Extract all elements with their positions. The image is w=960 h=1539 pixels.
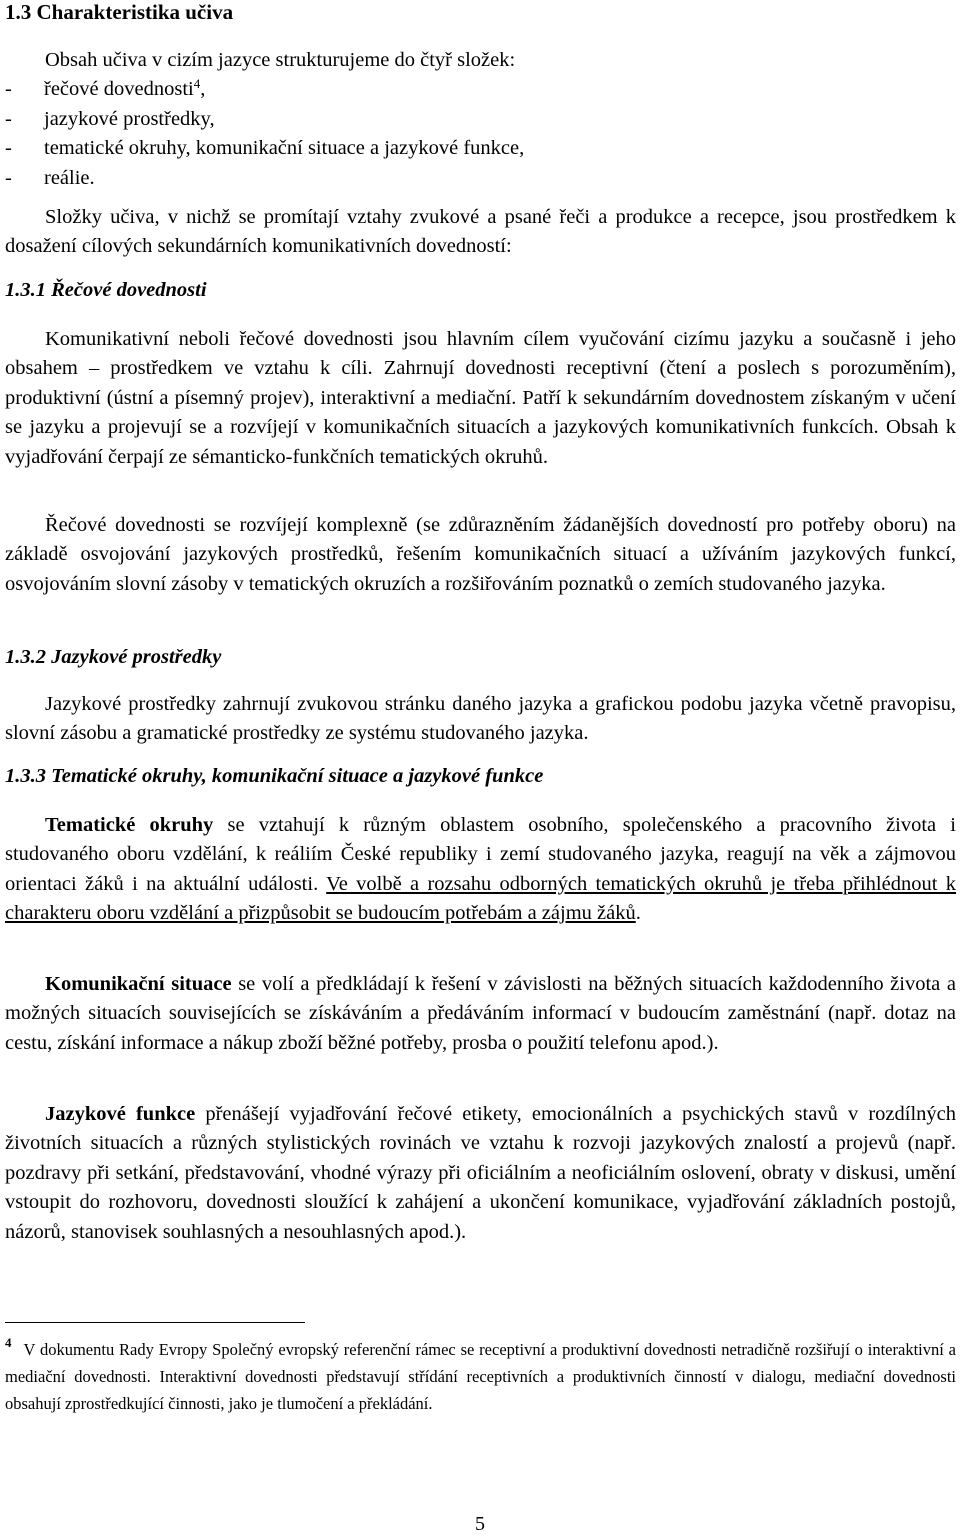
intro-block bbox=[5, 46, 956, 193]
list-item: - tematické okruhy, komunikační situace a jazykové funkce, bbox=[5, 137, 525, 160]
intro-closing: Složky učiva, v nichž se promítají vztahy zvukové a psané řeči a produkce a recepce, jsou prostředkem k dosažení cílových sekundárních komunikativních dovedností: bbox=[5, 206, 956, 258]
footnote-ref: 4 bbox=[193, 76, 201, 92]
subsection-1-title: 1.3.1 Řečové dovednosti bbox=[5, 279, 207, 301]
subsection-1-paragraph-2: Řečové dovednosti se rozvíjejí komplexně (se zdůrazněním žádanějších dovedností pro potřeby oboru) na základě osvojování jazykových prostředků, řešením komunikačních situací a užíváním jazykových funkcí, osvojováním slovní zásoby v tematických okruzích a rozšiřováním poznatků o zemích studovaného jazyka. bbox=[5, 514, 956, 595]
term-jazykove-funkce: Jazykové funkce bbox=[45, 1103, 196, 1125]
subsection-3-p1-wrap bbox=[5, 811, 956, 929]
subsection-2-p1-wrap bbox=[5, 690, 956, 749]
list-item: - řečové dovednosti$^4$, bbox=[5, 76, 206, 101]
subsection-3-heading-wrap bbox=[5, 762, 956, 791]
subsection-3-paragraph-2: Komunikační situace se volí a předkládají k řešení v závislosti na běžných situacích každodenního života a možných situacích souvisejících se získáváním a předáváním informací v budoucím zaměstnání (např. dotaz na cestu, získání informace a nákup zboží běžné potřeby, prosba o použití telefonu apod.). bbox=[5, 973, 956, 1054]
footnote-mark: 4 bbox=[5, 1335, 12, 1350]
list-item: - reálie. bbox=[5, 166, 95, 189]
intro-closing-block bbox=[5, 203, 956, 262]
intro-list bbox=[5, 75, 956, 193]
intro-lead: Obsah učiva v cizím jazyce strukturujeme do čtyř složek: bbox=[45, 49, 516, 71]
subsection-3-p2-wrap bbox=[5, 970, 956, 1058]
subsection-3-p3-wrap bbox=[5, 1100, 956, 1247]
list-item: - jazykové prostředky, bbox=[5, 107, 215, 130]
subsection-3-title: 1.3.3 Tematické okruhy, komunikační situace a jazykové funkce bbox=[5, 765, 544, 787]
subsection-2-title: 1.3.2 Jazykové prostředky bbox=[5, 646, 222, 668]
term-komunikacni-situace: Komunikační situace bbox=[45, 973, 232, 995]
subsection-2-paragraph-1: Jazykové prostředky zahrnují zvukovou stránku daného jazyka a grafickou podobu jazyka včetně pravopisu, slovní zásobu a gramatické prostředky ze systému studovaného jazyka. bbox=[5, 693, 956, 745]
subsection-1-paragraph-1: Komunikativní neboli řečové dovednosti jsou hlavním cílem vyučování cizímu jazyku a současně i jeho obsahem – prostředkem ve vztahu k cíli. Zahrnují dovednosti receptivní (čtení a poslech s porozuměním), produktivní (ústní a písemný projev), interaktivní a mediační. Patří k sekundárním dovednostem získaným v učení se jazyku a projevují se a rozvíjejí v komunikačních situacích a jazykových komunikativních funkcích. Obsah k vyjadřování čerpají ze sémanticko-funkčních tematických okruhů. bbox=[5, 328, 956, 468]
subsection-1-p1-wrap bbox=[5, 325, 956, 472]
subsection-3-paragraph-1: Tematické okruhy se vztahují k různým oblastem osobního, společenského a pracovního života i studovaného oboru vzdělání, k reáliím České republiky i zemí studovaného jazyka, reagují na věk a zájmovou orientaci žáků i na aktuální události. Ve volbě a rozsahu odborných tematických okruhů je třeba přihlédnout k charakteru oboru vzdělání a přizpůsobit se budoucím potřebám a zájmu žáků. bbox=[5, 814, 957, 925]
subsection-2-heading-wrap bbox=[5, 643, 956, 672]
footnote-text: V dokumentu Rady Evropy Společný evropský referenční rámec se receptivní a produktivní dovednosti netradičně rozšiřují o interaktivní a mediační dovednosti. Interaktivní dovednosti představují střídání receptivních a produktivních činností v dialogu, mediační dovednosti obsahují zprostředkující činnosti, jako je tlumočení a překládání. bbox=[5, 1340, 956, 1414]
section-title: 1.3 Charakteristika učiva bbox=[5, 0, 234, 24]
footnote-separator bbox=[5, 1322, 305, 1323]
footnote bbox=[5, 1336, 956, 1418]
term-tematicke-okruhy: Tematické okruhy bbox=[45, 814, 214, 836]
subsection-1-heading-wrap bbox=[5, 276, 956, 305]
subsection-3-paragraph-3: Jazykové funkce přenášejí vyjadřování řečové etikety, emocionálních a psychických stavů v rozdílných životních situacích a různých stylistických rovinách ve vztahu k rozvoji jazykových znalostí a projevů (např. pozdravy při setkání, představování, vhodné výrazy při oficiálním a neoficiálním oslovení, obraty v diskusi, umění vstoupit do rozhovoru, dovednosti sloužící k zahájení a ukončení komunikace, vyjadřování základních postojů, názorů, stanovisek souhlasných a nesouhlasných apod.). bbox=[5, 1103, 956, 1243]
page-number: 5 bbox=[475, 1513, 485, 1535]
underlined-recommendation: Ve volbě a rozsahu odborných tematických okruhů je třeba přihlédnout k charakteru oboru vzdělání a přizpůsobit se budoucím potřebám a zájmu žáků bbox=[5, 872, 957, 925]
subsection-1-p2-wrap bbox=[5, 511, 956, 599]
